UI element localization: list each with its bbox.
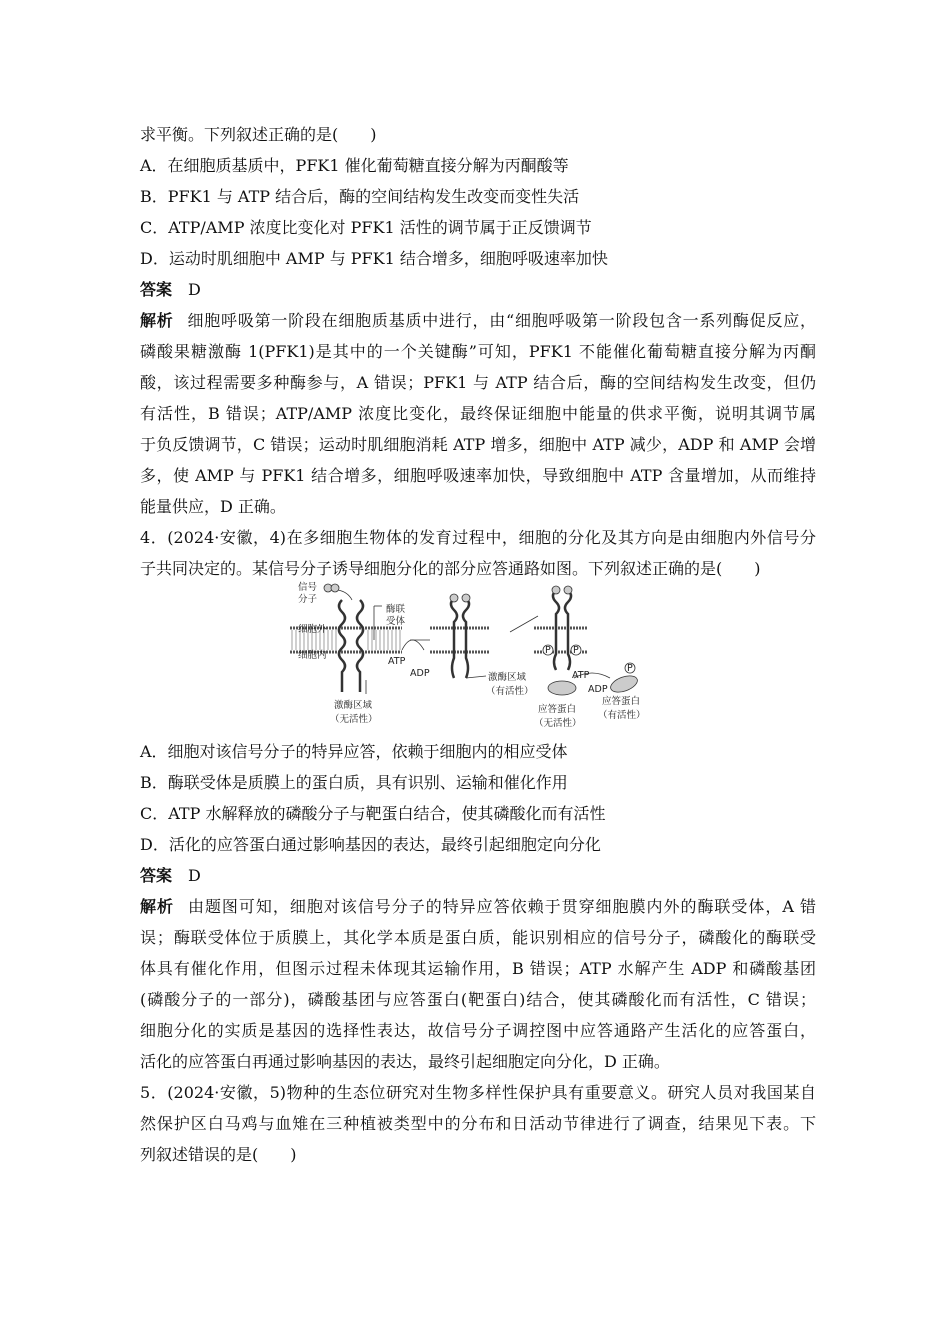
label-p: P: [573, 645, 579, 656]
q4-stem-line: 4．(2024·安徽，4)在多细胞生物体的发育过程中，细胞的分化及其方向是由细胞内外信号分: [140, 528, 816, 547]
q4-analysis-line: 细胞分化的实质是基因的选择性表达，故信号分子调控图中应答通路产生活化的应答蛋白，: [140, 1021, 816, 1040]
q3-answer: [140, 280, 201, 300]
q5-stem-line: 列叙述错误的是( ): [140, 1145, 297, 1164]
label-p: P: [545, 645, 551, 656]
q3-analysis-line: 于负反馈调节，C 错误；运动时肌细胞消耗 ATP 增多，细胞中 ATP 减少，ADP 和 AMP 会增: [140, 435, 816, 454]
q4-stem-line: 子共同决定的。某信号分子诱导细胞分化的部分应答通路如图。下列叙述正确的是( ): [140, 559, 761, 578]
arrow-icon: [510, 616, 538, 632]
q4-option-a: A．细胞对该信号分子的特异应答，依赖于细胞内的相应受体: [140, 742, 568, 761]
label-adp-2: ADP: [588, 684, 608, 695]
q4-analysis-line: (磷酸分子的一部分)，磷酸基团与应答蛋白(靶蛋白)结合，使其磷酸化而有活性，C 错误；: [140, 990, 816, 1009]
q3-option-b: B．PFK1 与 ATP 结合后，酶的空间结构发生改变而变性失活: [140, 187, 580, 206]
receptor-dimer: [450, 594, 470, 678]
label-atp-1: ATP: [388, 656, 406, 667]
label-atp-2: ATP: [572, 670, 590, 681]
label-signal-1: 信号: [298, 582, 318, 593]
q4-option-b: B．酶联受体是质膜上的蛋白质，具有识别、运输和催化作用: [140, 773, 568, 792]
label-adp-1: ADP: [410, 668, 430, 679]
label-kinase-active-2: （有活性）: [486, 686, 534, 697]
q4-answer: [140, 866, 201, 886]
q3-analysis-line: 磷酸果糖激酶 1(PFK1)是其中的一个关键酶”可知，PFK1 不能催化葡萄糖直接分解为丙酮: [140, 342, 816, 361]
pointer-line: [466, 676, 486, 678]
label-receptor-2: 受体: [386, 616, 406, 627]
q3-analysis-line: 解析 细胞呼吸第一阶段在细胞质基质中进行，由“细胞呼吸第一阶段包含一系列酶促反应，: [140, 311, 816, 330]
q4-analysis-line: 解析 由题图可知，细胞对该信号分子的特异应答依赖于贯穿细胞膜内外的酶联受体，A 错: [140, 897, 816, 916]
answer-value: D: [188, 866, 201, 885]
q3-stem-end: 求平衡。下列叙述正确的是( ): [140, 125, 377, 144]
label-kinase-active-1: 激酶区域: [488, 672, 527, 683]
label-resp-inactive-2: （无活性）: [534, 718, 582, 729]
arrow-icon: [338, 590, 352, 600]
analysis-label: 解析: [140, 897, 174, 916]
label-outside: 细胞外: [298, 624, 327, 635]
q3-option-d: D．运动时肌细胞中 AMP 与 PFK1 结合增多，细胞呼吸速率加快: [140, 249, 608, 268]
q3-analysis-line: 能量供应，D 正确。: [140, 497, 286, 516]
label-receptor-1: 酶联: [386, 604, 406, 615]
q3-analysis-line: 多，使 AMP 与 PFK1 结合增多，细胞呼吸速率加快，导致细胞中 ATP 含量增加，从而维持: [140, 466, 816, 485]
analysis-label: 解析: [140, 311, 174, 330]
q3-analysis-line: 有活性，B 错误；ATP/AMP 浓度比变化，最终保证细胞中能量的供求平衡，说明其调节属: [140, 404, 816, 423]
arrow-icon: [402, 640, 424, 650]
label-kinase-inactive-1: 激酶区域: [334, 700, 373, 711]
q5-stem-line: 5．(2024·安徽，5)物种的生态位研究对生物多样性保护具有重要意义。研究人员对我国某自: [140, 1083, 816, 1102]
cell-membrane-middle: [430, 628, 490, 652]
label-p: P: [627, 663, 633, 674]
answer-label: 答案: [140, 280, 173, 299]
label-signal-2: 分子: [298, 594, 318, 605]
q5-stem-line: 然保护区白马鸡与血雉在三种植被类型中的分布和日活动节律进行了调查，结果见下表。下: [140, 1114, 816, 1133]
answer-label: 答案: [140, 866, 173, 885]
q3-option-c: C．ATP/AMP 浓度比变化对 PFK1 活性的调节属于正反馈调节: [140, 218, 592, 237]
label-inside: 细胞内: [298, 650, 327, 661]
label-resp-active-2: （有活性）: [598, 710, 646, 721]
q3-analysis-line: 酸，该过程需要多种酶参与，A 错误；PFK1 与 ATP 结合后，酶的空间结构发生改变，但仍: [140, 373, 816, 392]
label-resp-inactive-1: 应答蛋白: [538, 704, 577, 715]
q4-option-c: C．ATP 水解释放的磷酸分子与靶蛋白结合，使其磷酸化而有活性: [140, 804, 606, 823]
response-protein-inactive: [548, 681, 576, 695]
q4-option-d: D．活化的应答蛋白通过影响基因的表达，最终引起细胞定向分化: [140, 835, 601, 854]
q4-analysis-line: 体具有催化作用，但图示过程未体现其运输作用，B 错误；ATP 水解产生 ADP 和磷酸基团: [140, 959, 816, 978]
q4-analysis-line: 误；酶联受体位于质膜上，其化学本质是蛋白质，能识别相应的信号分子，磷酸化的酶联受: [140, 928, 816, 947]
label-resp-active-1: 应答蛋白: [602, 696, 641, 707]
label-kinase-inactive-2: （无活性）: [330, 714, 378, 725]
response-protein-active: [608, 673, 639, 696]
q4-analysis-line: 活化的应答蛋白再通过影响基因的表达，最终引起细胞定向分化，D 正确。: [140, 1052, 670, 1071]
signal-pathway-figure: [290, 580, 670, 730]
signal-molecule-icon: [324, 584, 339, 592]
answer-value: D: [188, 280, 201, 299]
q3-option-a: A．在细胞质基质中，PFK1 催化葡萄糖直接分解为丙酮酸等: [140, 156, 569, 175]
